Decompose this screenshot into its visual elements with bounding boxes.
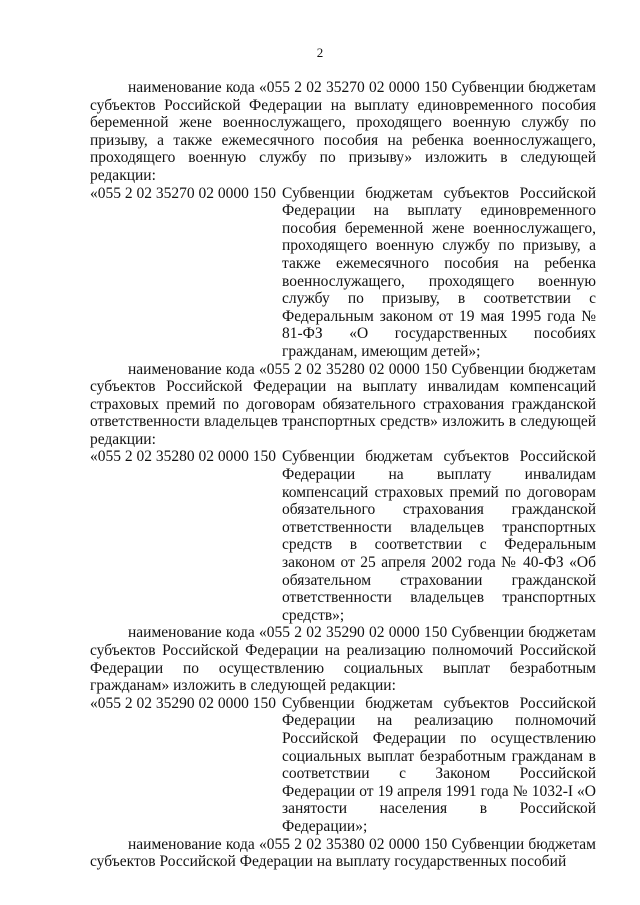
amendment-paragraph: наименование кода «055 2 02 35270 02 0000 150 Субвенции бюджетам субъектов Российской Федерации на выплату единовременного пособия беременной жене военнослужащего, проходящего военную службу по призыву, а также ежемесячного пособия на ребенка военнослужащего, проходящего военную службу по призыву» изложить в следующей редакции: — [90, 79, 596, 184]
code-description: Субвенции бюджетам субъектов Российской Федерации на выплату инвалидам компенсаций страховых премий по договорам обязательного страхования гражданской ответственности владельцев транспортных средств в соответствии с Федеральным законом от 25 апреля 2002 года № 40-ФЗ «Об обязательном страховании гражданской ответственности владельцев транспортных средств»; — [282, 448, 596, 624]
amendment-paragraph: наименование кода «055 2 02 35290 02 0000 150 Субвенции бюджетам субъектов Российской Федерации на реализацию полномочий Российской Федерации по осуществлению социальных выплат безработным гражданам» изложить в следующей редакции: — [90, 624, 596, 695]
code-description: Субвенции бюджетам субъектов Российской Федерации на реализацию полномочий Российской Федерации по осуществлению социальных выплат безработным гражданам в соответствии с Законом Российской Федерации от 19 апреля 1991 года № 1032-I «О занятости населения в Российской Федерации»; — [282, 694, 596, 835]
amendment-paragraph: наименование кода «055 2 02 35280 02 0000 150 Субвенции бюджетам субъектов Российской Федерации на выплату инвалидам компенсаций страховых премий по договорам обязательного страхования гражданской ответственности владельцев транспортных средств» изложить в следующей редакции: — [90, 360, 596, 448]
code-description: Субвенции бюджетам субъектов Российской Федерации на выплату единовременного пособия беременной жене военнослужащего, проходящего военную службу по призыву, а также ежемесячного пособия на ребенка военнослужащего, проходящего военную службу по призыву, в соответствии с Федеральным законом от 19 мая 1995 года № 81-ФЗ «О государственных пособиях гражданам, имеющим детей»; — [282, 184, 596, 360]
code-entry — [90, 448, 596, 624]
budget-code: «055 2 02 35280 02 0000 150 — [90, 448, 276, 466]
code-entry — [90, 185, 596, 361]
code-entry — [90, 695, 596, 836]
budget-code: «055 2 02 35290 02 0000 150 — [90, 694, 276, 712]
budget-code: «055 2 02 35270 02 0000 150 — [90, 184, 276, 202]
page-number: 2 — [316, 45, 324, 60]
document-body — [90, 79, 596, 871]
amendment-paragraph: наименование кода «055 2 02 35380 02 0000 150 Субвенции бюджетам субъектов Российской Федерации на выплату государственных пособий — [90, 835, 596, 871]
